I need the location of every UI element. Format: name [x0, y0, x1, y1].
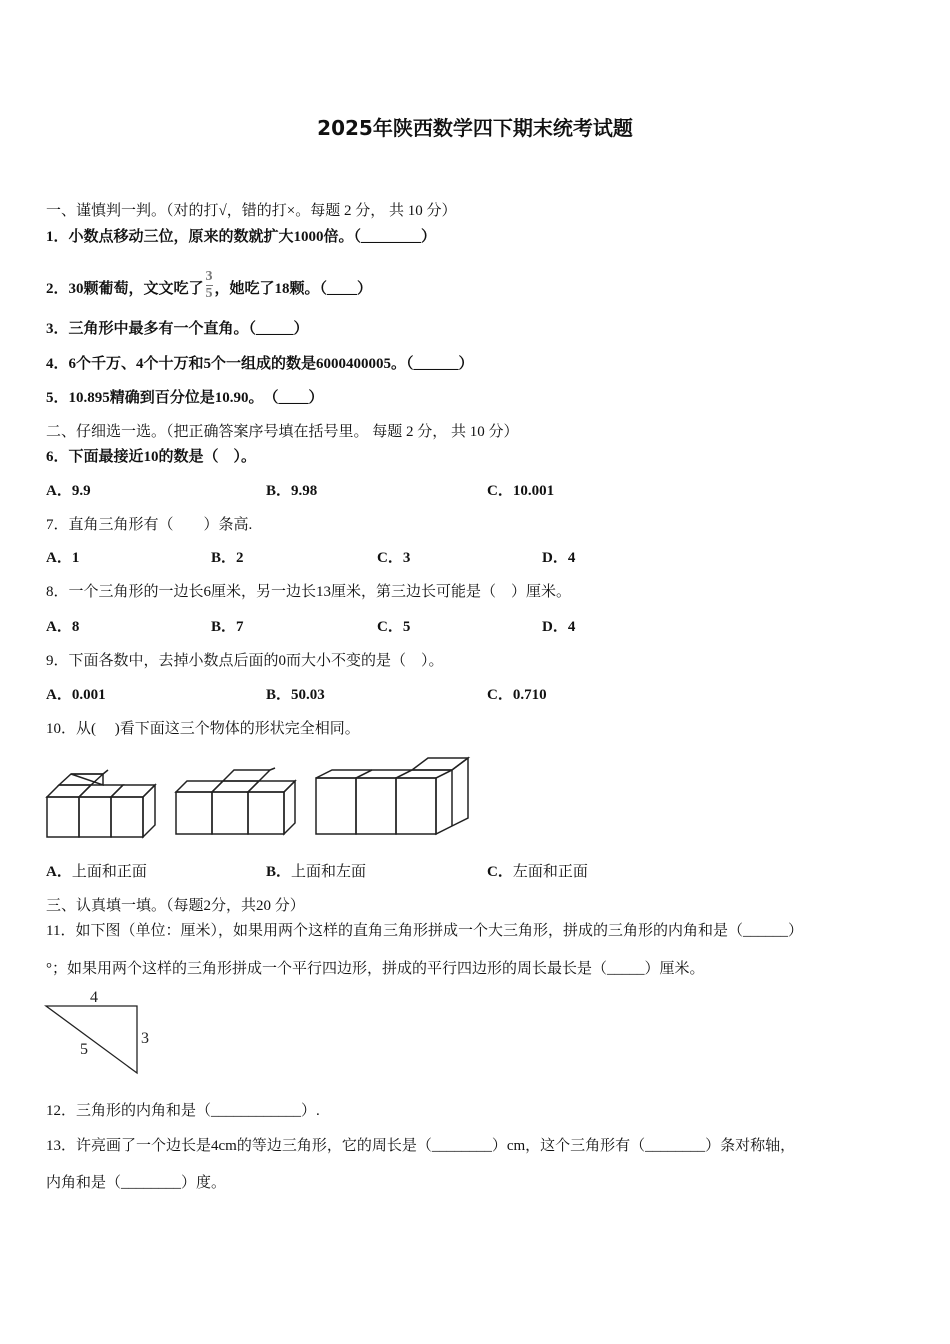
question-1: 1．小数点移动三位，原来的数就扩大1000倍。（________） [46, 229, 437, 245]
cube-figure-2 [175, 768, 297, 840]
question-13-line2: 内角和是（________）度。 [46, 1175, 227, 1191]
page-title: 2025年陕西数学四下期末统考试题 [317, 116, 633, 140]
q7-option-d: D．4 [542, 550, 576, 566]
q6-option-b: B．9.98 [266, 483, 318, 499]
fraction-denominator: 5 [205, 286, 213, 301]
question-8: 8．一个三角形的一边长6厘米，另一边长13厘米，第三边长可能是（ ）厘米。 [46, 584, 572, 600]
question-5: 5．10.895精确到百分位是10.90。 （____） [46, 390, 324, 406]
question-3: 3．三角形中最多有一个直角。（_____） [46, 321, 309, 337]
cube-figure-1 [46, 770, 158, 840]
triangle-label-right: 3 [141, 1030, 149, 1047]
question-7: 7．直角三角形有（ ）条高. [46, 517, 253, 533]
q8-option-d: D．4 [542, 619, 576, 635]
right-triangle-figure [40, 985, 170, 1080]
section2-heading: 二、仔细选一选。（把正确答案序号填在括号里。 每题 2 分， 共 10 分） [46, 424, 519, 440]
question-10: 10．从( )看下面这三个物体的形状完全相同。 [46, 721, 360, 737]
q6-option-a: A．9.9 [46, 483, 91, 499]
question-6: 6．下面最接近10的数是（ ）。 [46, 449, 257, 465]
question-2 [46, 269, 373, 305]
question-11-line2: °；如果用两个这样的三角形拼成一个平行四边形，拼成的平行四边形的周长最长是（_____）厘米。 [46, 961, 705, 977]
triangle-label-hypotenuse: 5 [80, 1041, 88, 1058]
question-4: 4．6个千万、4个十万和5个一组成的数是6000400005。（______） [46, 356, 474, 372]
question-12: 12．三角形的内角和是（____________）. [46, 1103, 320, 1119]
q8-option-b: B．7 [211, 619, 244, 635]
question-9: 9．下面各数中，去掉小数点后面的0而大小不变的是（ ）。 [46, 653, 444, 669]
q10-option-a: A．上面和正面 [46, 864, 147, 880]
q9-option-c: C．0.710 [487, 687, 547, 703]
fraction-three-fifths [206, 270, 213, 301]
q8-option-c: C．5 [377, 619, 411, 635]
q7-option-c: C．3 [377, 550, 411, 566]
q6-option-c: C．10.001 [487, 483, 555, 499]
q10-option-c: C．左面和正面 [487, 864, 588, 880]
question-13-line1: 13．许亮画了一个边长是4cm的等边三角形，它的周长是（________）cm，这个三角形有（________）条对称轴， [46, 1138, 796, 1154]
question-2-after: ，她吃了18颗。（____） [214, 280, 373, 297]
q9-option-a: A．0.001 [46, 687, 106, 703]
q10-option-b: B．上面和左面 [266, 864, 367, 880]
q9-option-b: B．50.03 [266, 687, 325, 703]
q8-option-a: A．8 [46, 619, 80, 635]
q7-option-a: A．1 [46, 550, 80, 566]
q7-option-b: B．2 [211, 550, 244, 566]
cube-figure-3 [314, 756, 472, 838]
section3-heading: 三、认真填一填。（每题2分，共20 分） [46, 898, 305, 914]
triangle-label-top: 4 [90, 989, 98, 1006]
section1-heading: 一、谨慎判一判。（对的打√，错的打×。每题 2 分， 共 10 分） [46, 203, 457, 219]
question-11-line1: 11．如下图（单位：厘米），如果用两个这样的直角三角形拼成一个大三角形，拼成的三角形的内角和是（______） [46, 923, 803, 939]
fraction-numerator: 3 [205, 269, 213, 284]
question-2-before: 2．30颗葡萄，文文吃了 [46, 280, 204, 297]
